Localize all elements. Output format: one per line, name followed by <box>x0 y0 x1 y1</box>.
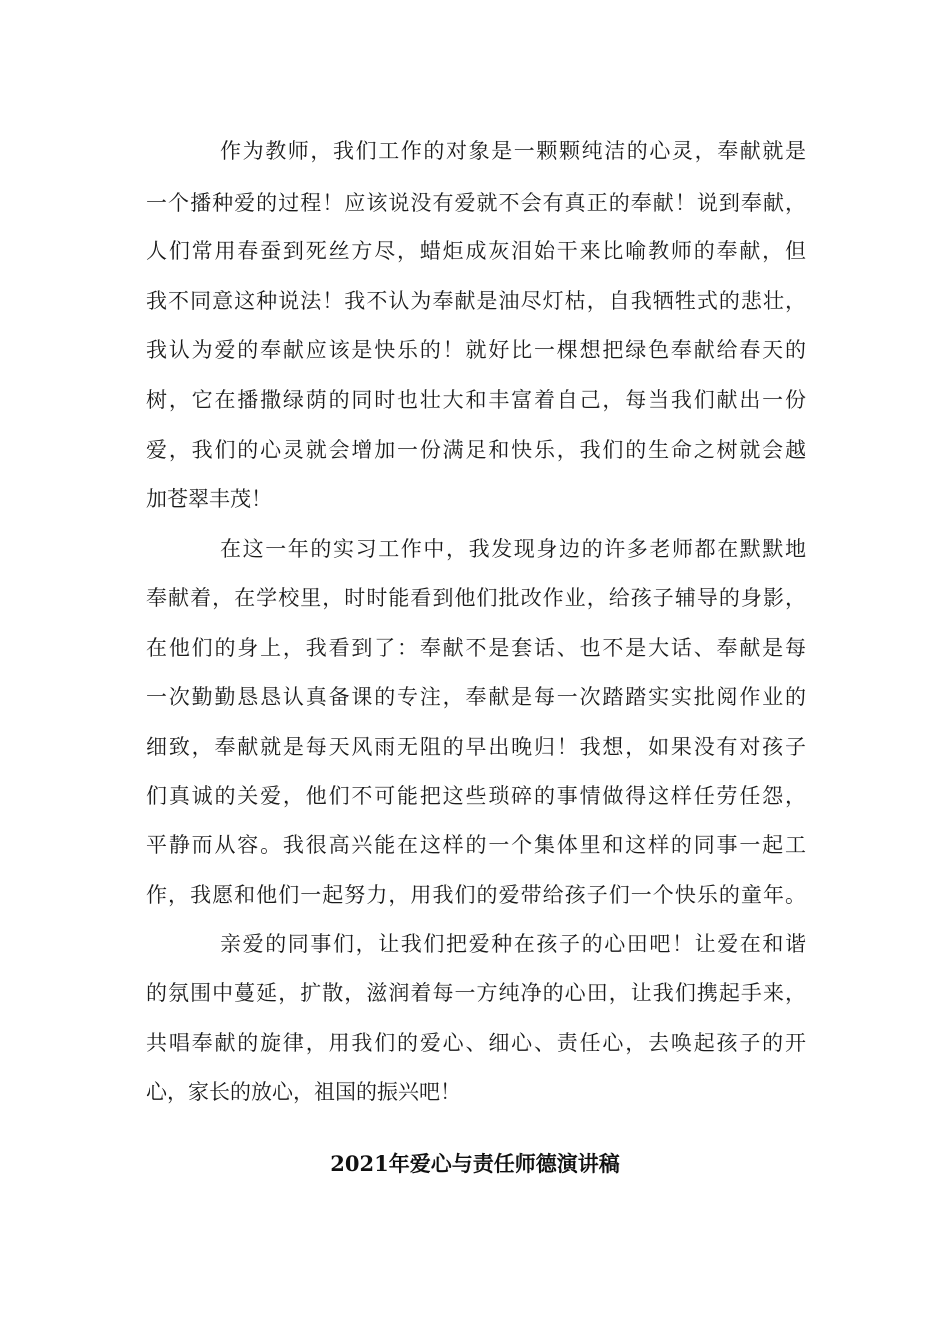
text-line: 共唱奉献的旋律，用我们的爱心、细心、责任心，去唤起孩子的开 <box>146 1031 806 1055</box>
text-line: 一个播种爱的过程！应该说没有爱就不会有真正的奉献！说到奉献， <box>146 191 806 215</box>
text-line: 作，我愿和他们一起努力，用我们的爱带给孩子们一个快乐的童年。 <box>146 883 806 907</box>
text-line: 人们常用春蚕到死丝方尽，蜡炬成灰泪始干来比喻教师的奉献，但 <box>146 239 806 263</box>
text-line: 心，家长的放心，祖国的振兴吧！ <box>146 1080 461 1104</box>
text-line: 平静而从容。我很高兴能在这样的一个集体里和这样的同事一起工 <box>146 833 806 857</box>
document-heading: 2021年爱心与责任师德演讲稿 <box>330 1151 620 1176</box>
text-line: 亲爱的同事们，让我们把爱种在孩子的心田吧！让爱在和谐 <box>220 932 806 956</box>
text-line: 一次勤勤恳恳认真备课的专注，奉献是每一次踏踏实实批阅作业的 <box>146 685 806 709</box>
text-line: 在这一年的实习工作中，我发现身边的许多老师都在默默地 <box>220 537 806 561</box>
text-line: 树，它在播撒绿荫的同时也壮大和丰富着自己，每当我们献出一份 <box>146 388 806 412</box>
text-line: 我认为爱的奉献应该是快乐的！就好比一棵想把绿色奉献给春天的 <box>146 338 806 362</box>
text-line: 奉献着，在学校里，时时能看到他们批改作业，给孩子辅导的身影， <box>146 586 806 610</box>
text-line: 作为教师，我们工作的对象是一颗颗纯洁的心灵，奉献就是 <box>220 139 806 163</box>
text-line: 加苍翠丰茂！ <box>146 487 272 511</box>
text-line: 的氛围中蔓延，扩散，滋润着每一方纯净的心田，让我们携起手来， <box>146 981 806 1005</box>
text-line: 在他们的身上，我看到了：奉献不是套话、也不是大话、奉献是每 <box>146 636 806 660</box>
text-line: 我不同意这种说法！我不认为奉献是油尽灯枯，自我牺牲式的悲壮， <box>146 289 806 313</box>
text-line: 爱，我们的心灵就会增加一份满足和快乐，我们的生命之树就会越 <box>146 438 806 462</box>
text-line: 细致，奉献就是每天风雨无阻的早出晚归！我想，如果没有对孩子 <box>146 735 806 759</box>
text-line: 们真诚的关爱，他们不可能把这些琐碎的事情做得这样任劳任怨， <box>146 784 806 808</box>
